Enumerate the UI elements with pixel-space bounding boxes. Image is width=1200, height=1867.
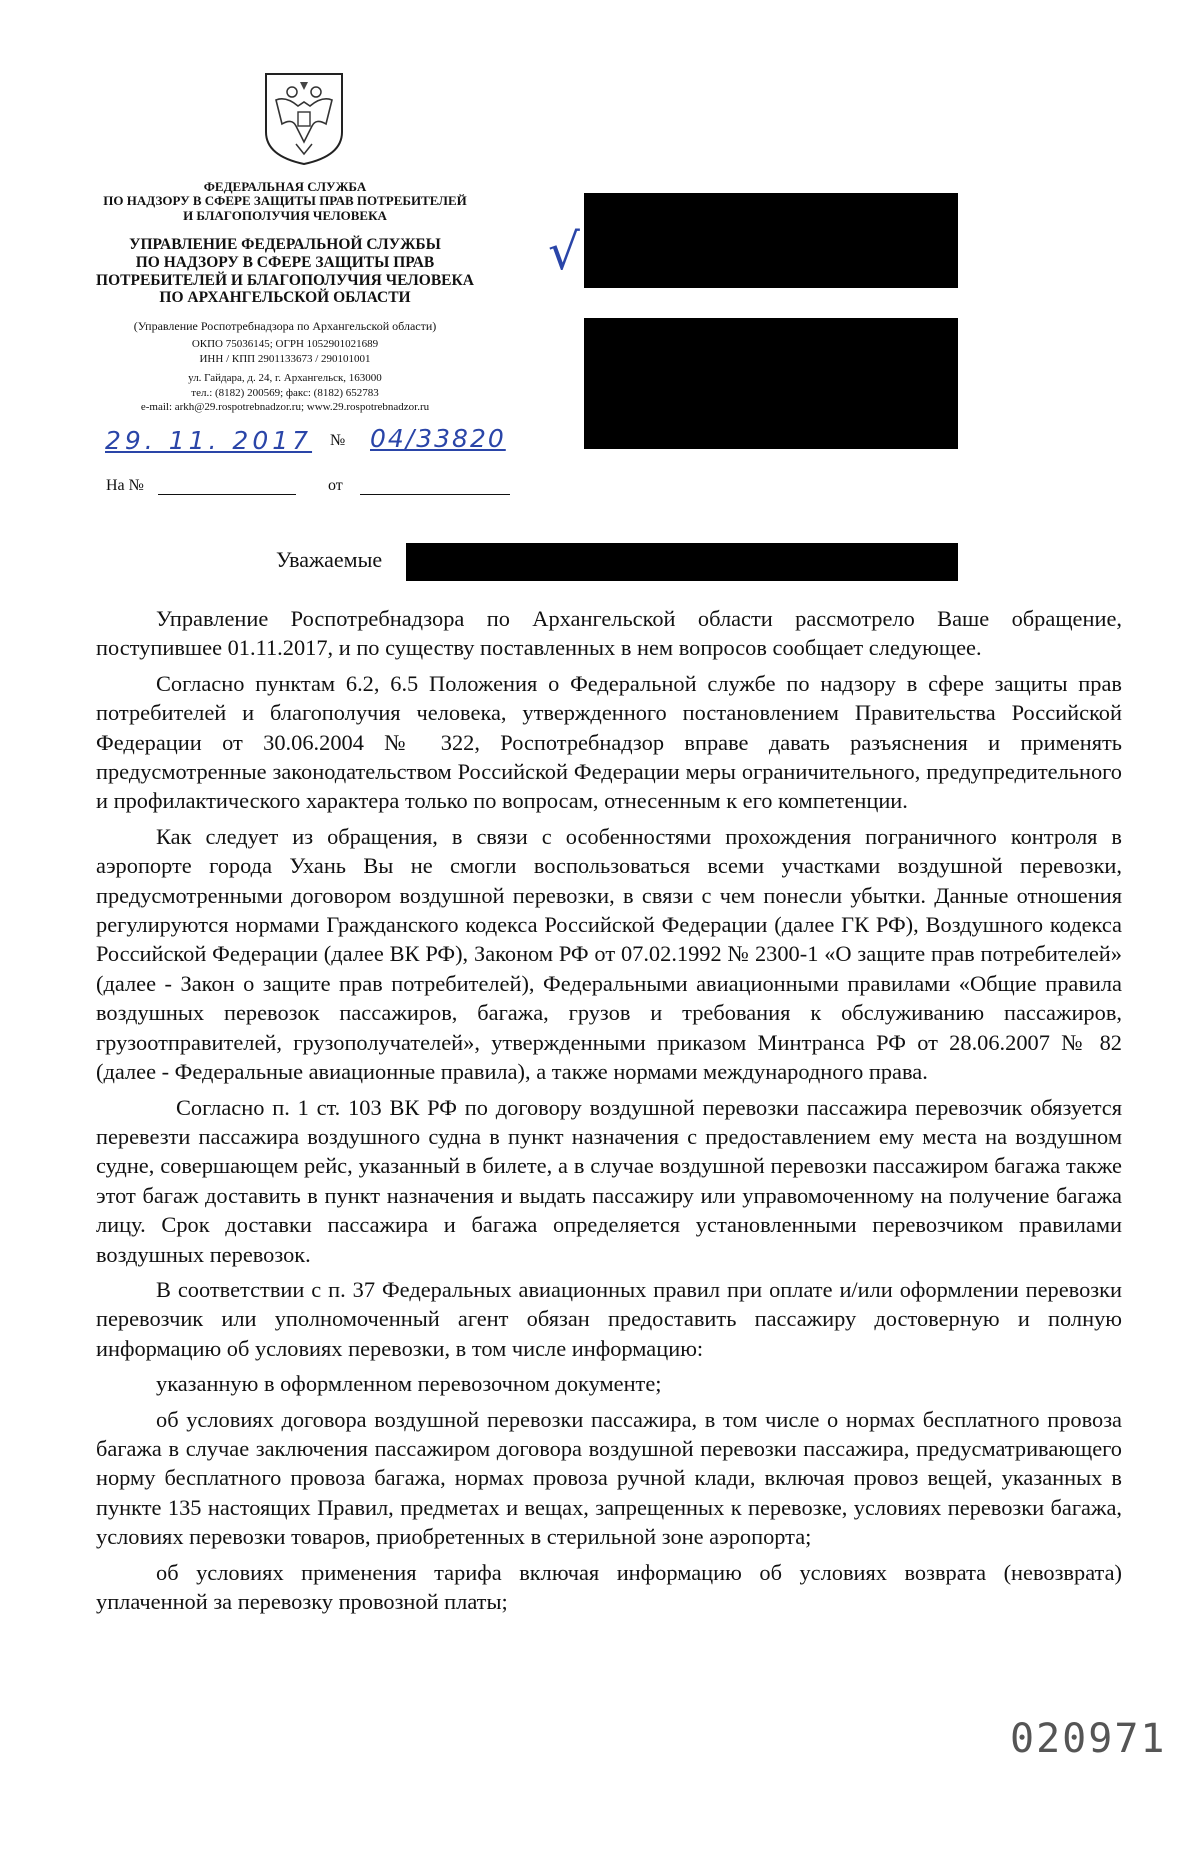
- department-line: ПОТРЕБИТЕЛЕЙ И БЛАГОПОЛУЧИЯ ЧЕЛОВЕКА: [96, 271, 474, 289]
- address-line: ул. Гайдара, д. 24, г. Архангельск, 163000: [188, 372, 382, 384]
- contact-address: [60, 371, 510, 415]
- greeting: Уважаемые: [276, 547, 383, 572]
- emblem: [262, 70, 346, 166]
- address-line: e-mail: arkh@29.rospotrebnadzor.ru; www.29.rospotrebnadzor.ru: [140, 401, 430, 414]
- body-paragraph: Как следует из обращения, в связи с особенностями прохождения пограничного контроля в аэропорте города Ухань Вы не смогли воспользоваться всеми участками воздушной перевозки, предусмотренными договором воздушной перевозки, в связи с чем понесли убытки. Данные отношения регулируются нормами Гражданского кодекса Российской Федерации (далее ГК РФ), Воздушного кодекса Российской Федерации (далее ВК РФ), Законом РФ от 07.02.1992 № 2300-1 «О защите прав потребителей» (далее - Закон о защите прав потребителей), Федеральными авиационными правилами «Общие правила воздушных перевозок пассажиров, багажа, грузов и требования к обслуживанию пассажиров, грузоотправителей, грузополучателей», утвержденными приказом Минтранса РФ от 28.06.2007 № 82 (далее - Федеральные авиационные правила), а также нормами международного права.: [96, 823, 1122, 1085]
- registration-ids: [60, 337, 510, 366]
- redaction-bar: [406, 543, 958, 581]
- agency-line: ФЕДЕРАЛЬНАЯ СЛУЖБА: [203, 179, 367, 194]
- department-line: ПО АРХАНГЕЛЬСКОЙ ОБЛАСТИ: [159, 289, 411, 307]
- department-line: ПО НАДЗОРУ В СФЕРЕ ЗАЩИТЫ ПРАВ: [135, 253, 435, 271]
- address-line: тел.: (8182) 200569; факс: (8182) 652783: [191, 386, 379, 399]
- reference-date-line: [360, 494, 510, 495]
- redaction-bar: [584, 193, 958, 288]
- department-abbreviation: (Управление Роспотребнадзора по Архангельской области): [133, 319, 437, 333]
- body-paragraph: Согласно п. 1 ст. 103 ВК РФ по договору воздушной перевозки пассажира перевозчик обязуется перевезти пассажира воздушного судна в пункт назначения с предоставлением ему места на воздушном судне, совершающем рейс, указанный в билете, а в случае воздушной перевозки пассажиром багажа также этот багаж доставить в пункт назначения и выдать пассажиру или управомоченному на получение багажа лицу. Срок доставки пассажира и багажа определяется установленными перевозчиком правилами воздушных перевозок.: [96, 1094, 1122, 1267]
- letter-body: [96, 604, 1122, 1622]
- department-line: УПРАВЛЕНИЕ ФЕДЕРАЛЬНОЙ СЛУЖБЫ: [129, 236, 441, 253]
- russian-coat-of-arms-icon: [262, 70, 346, 166]
- body-paragraph: указанную в оформленном перевозочном документе;: [156, 1371, 662, 1397]
- serial-stamp-number: 020971: [1010, 1716, 1167, 1762]
- outgoing-date: 29. 11. 2017: [105, 426, 313, 455]
- reference-number-line: [158, 494, 296, 495]
- reference-number-label: На №: [106, 477, 144, 494]
- agency-line: И БЛАГОПОЛУЧИЯ ЧЕЛОВЕКА: [183, 207, 387, 223]
- agency-name: [60, 180, 510, 223]
- check-mark-icon: √: [548, 223, 580, 281]
- body-paragraph: об условиях применения тарифа включая информацию об условиях возврата (невозврата) уплаченной за перевозку провозной платы;: [96, 1559, 1122, 1614]
- redaction-bar: [584, 318, 958, 449]
- body-paragraph: Управление Роспотребнадзора по Архангельской области рассмотрело Ваше обращение, поступившее 01.11.2017, и по существу поставленных в нем вопросов сообщает следующее.: [96, 606, 1122, 661]
- body-paragraph: Согласно пунктам 6.2, 6.5 Положения о Федеральной службе по надзору в сфере защиты прав потребителей и благополучия человека, утвержденного постановлением Правительства Российской Федерации от 30.06.2004 № 322, Роспотребнадзор вправе давать разъяснения и применять предусмотренные законодательством Российской Федерации меры ограничительного, предупредительного и профилактического характера только по вопросам, отнесенным к его компетенции.: [96, 670, 1122, 814]
- body-paragraph: об условиях договора воздушной перевозки пассажира, в том числе о нормах бесплатного провоза багажа в случае заключения пассажиром договора воздушной перевозки пассажира, предусматривающего норму бесплатного провоза багажа, нормах провоза ручной клади, включая провоз вещей, указанных в пункте 135 настоящих Правил, предметах и вещах, запрещенных к перевозке, условиях перевозки багажа, условиях перевозки товаров, приобретенных в стерильной зоне аэропорта;: [96, 1406, 1122, 1550]
- body-paragraph: В соответствии с п. 37 Федеральных авиационных правил при оплате и/или оформлении перевозки перевозчик или уполномоченный агент обязан предоставить пассажиру достоверную и полную информацию об условиях перевозки, в том числе информацию:: [96, 1276, 1122, 1361]
- reference-date-label: от: [328, 477, 343, 494]
- department-name: [60, 236, 510, 307]
- id-line: ОКПО 75036145; ОГРН 1052901021689: [191, 338, 379, 350]
- id-line: ИНН / КПП 2901133673 / 290101001: [199, 352, 371, 365]
- outgoing-number: 04/33820: [370, 424, 506, 453]
- number-label: №: [330, 432, 346, 449]
- agency-line: ПО НАДЗОРУ В СФЕРЕ ЗАЩИТЫ ПРАВ ПОТРЕБИТЕЛЕЙ: [103, 193, 467, 209]
